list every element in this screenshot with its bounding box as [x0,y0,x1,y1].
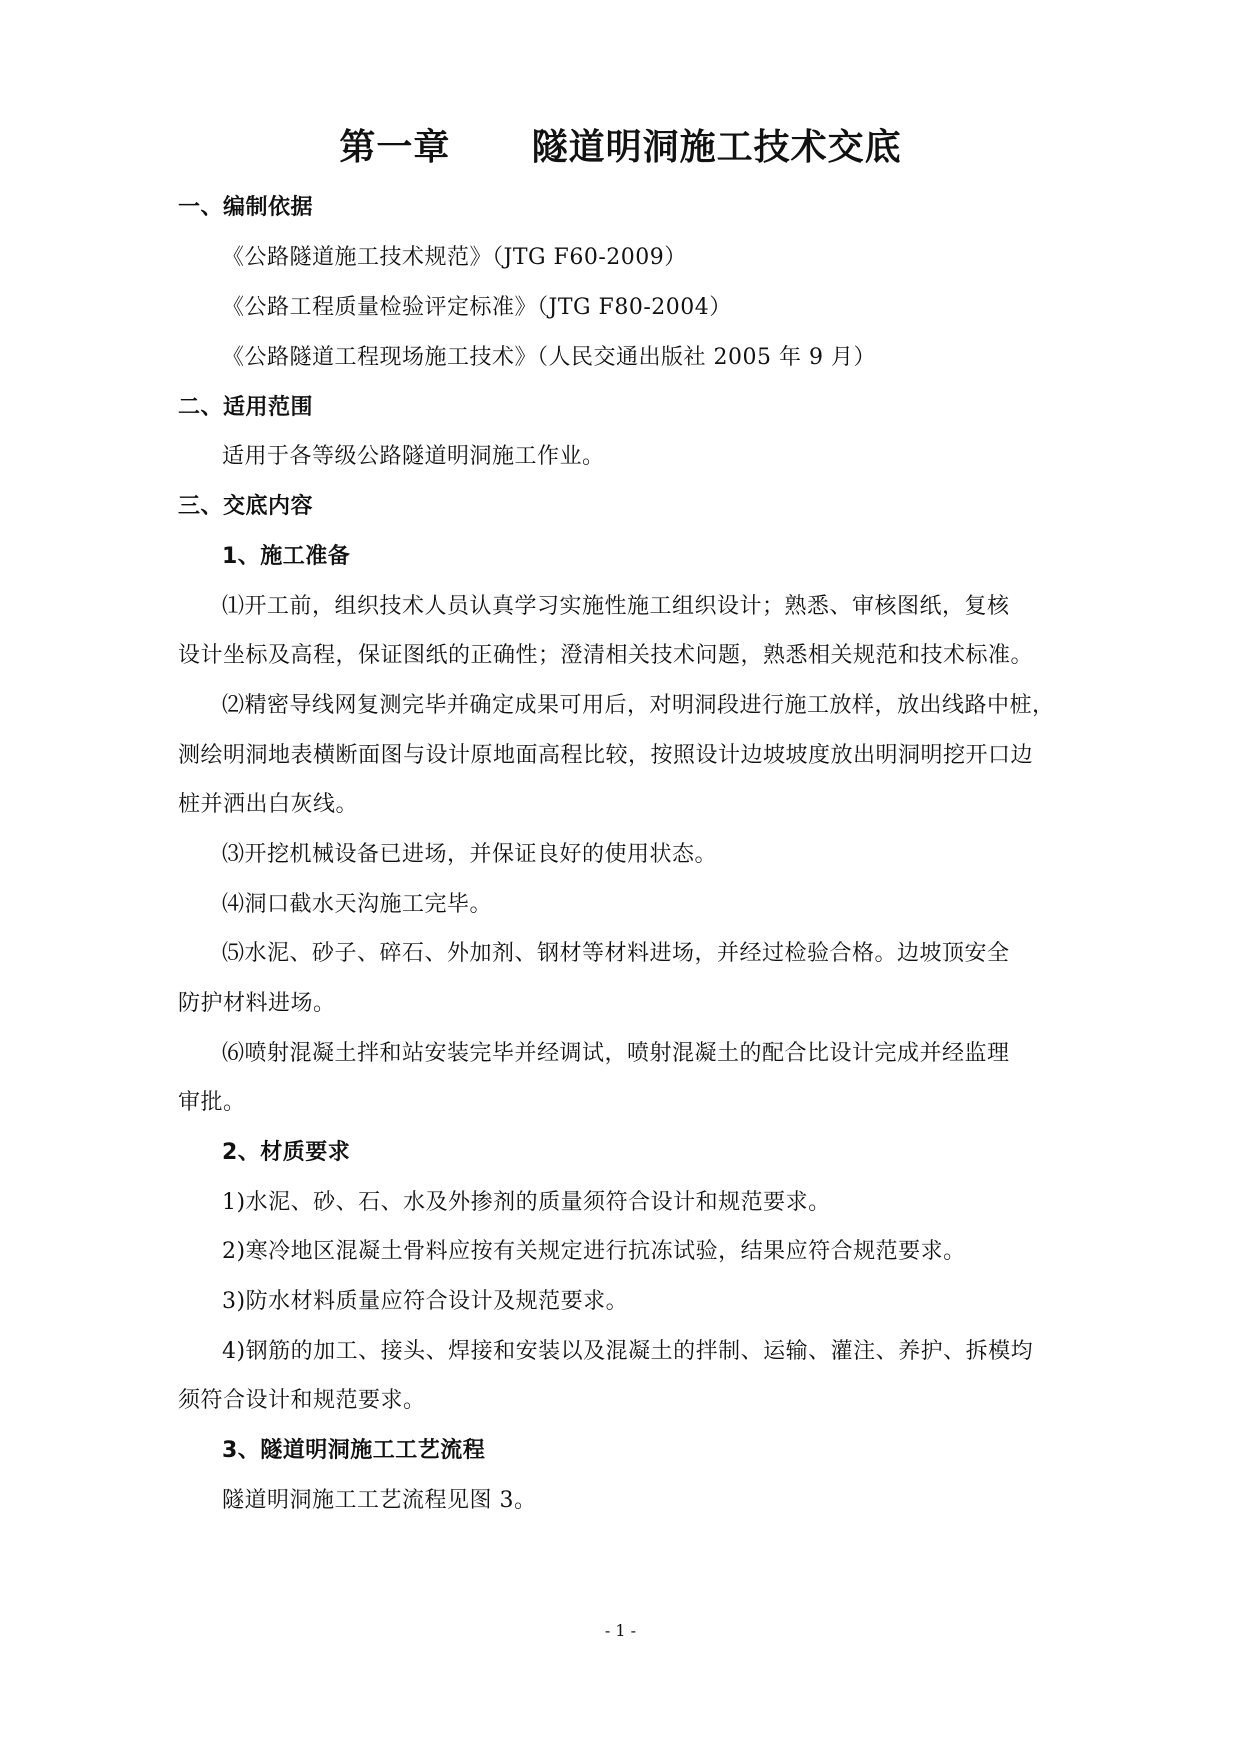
paragraph-line: 1)水泥、砂、石、水及外掺剂的质量须符合设计和规范要求。 [222,1190,831,1215]
paragraph-line: ⑸水泥、砂子、碎石、外加剂、钢材等材料进场，并经过检验合格。边坡顶安全 [222,941,1010,966]
section-heading-content: 三、交底内容 [178,494,314,519]
subsection-heading-process: 3、隧道明洞施工工艺流程 [222,1438,486,1463]
paragraph-line: 桩并洒出白灰线。 [178,792,359,817]
paragraph-line: 隧道明洞施工工艺流程见图 3。 [222,1488,537,1513]
scope-text: 适用于各等级公路隧道明洞施工作业。 [222,444,605,469]
reference-item: 《公路隧道工程现场施工技术》（人民交通出版社 2005 年 9 月） [222,345,876,370]
chapter-title: 第一章 隧道明洞施工技术交底 [339,127,902,168]
paragraph-line: 须符合设计和规范要求。 [178,1388,426,1413]
subsection-heading-materials: 2、材质要求 [222,1140,351,1165]
section-heading-scope: 二、适用范围 [178,395,314,420]
paragraph-line: 3)防水材料质量应符合设计及规范要求。 [222,1289,629,1314]
paragraph-line: 设计坐标及高程，保证图纸的正确性；澄清相关技术问题，熟悉相关规范和技术标准。 [178,643,1034,668]
paragraph-line: ⑷洞口截水天沟施工完毕。 [222,892,493,917]
paragraph-line: ⑴开工前，组织技术人员认真学习实施性施工组织设计；熟悉、审核图纸，复核 [222,594,1010,619]
paragraph-line: 2)寒冷地区混凝土骨料应按有关规定进行抗冻试验，结果应符合规范要求。 [222,1239,966,1264]
reference-item: 《公路工程质量检验评定标准》（JTG F80-2004） [222,295,732,320]
page-number: - 1 - [604,1621,637,1640]
subsection-heading-preparation: 1、施工准备 [222,544,351,569]
paragraph-line: 测绘明洞地表横断面图与设计原地面高程比较，按照设计边坡坡度放出明洞明挖开口边 [178,743,1034,768]
paragraph-line: 防护材料进场。 [178,991,336,1016]
section-heading-basis: 一、编制依据 [178,195,314,220]
paragraph-line: 审批。 [178,1090,246,1115]
paragraph-line: ⑹喷射混凝土拌和站安装完毕并经调试，喷射混凝土的配合比设计完成并经监理 [222,1041,1010,1066]
reference-item: 《公路隧道施工技术规范》（JTG F60-2009） [222,245,687,270]
paragraph-line: ⑶开挖机械设备已进场，并保证良好的使用状态。 [222,842,718,867]
paragraph-line: 4)钢筋的加工、接头、焊接和安装以及混凝土的拌制、运输、灌注、养护、拆模均 [222,1339,1034,1364]
paragraph-line: ⑵精密导线网复测完毕并确定成果可用后，对明洞段进行施工放样，放出线路中桩， [222,693,1055,718]
